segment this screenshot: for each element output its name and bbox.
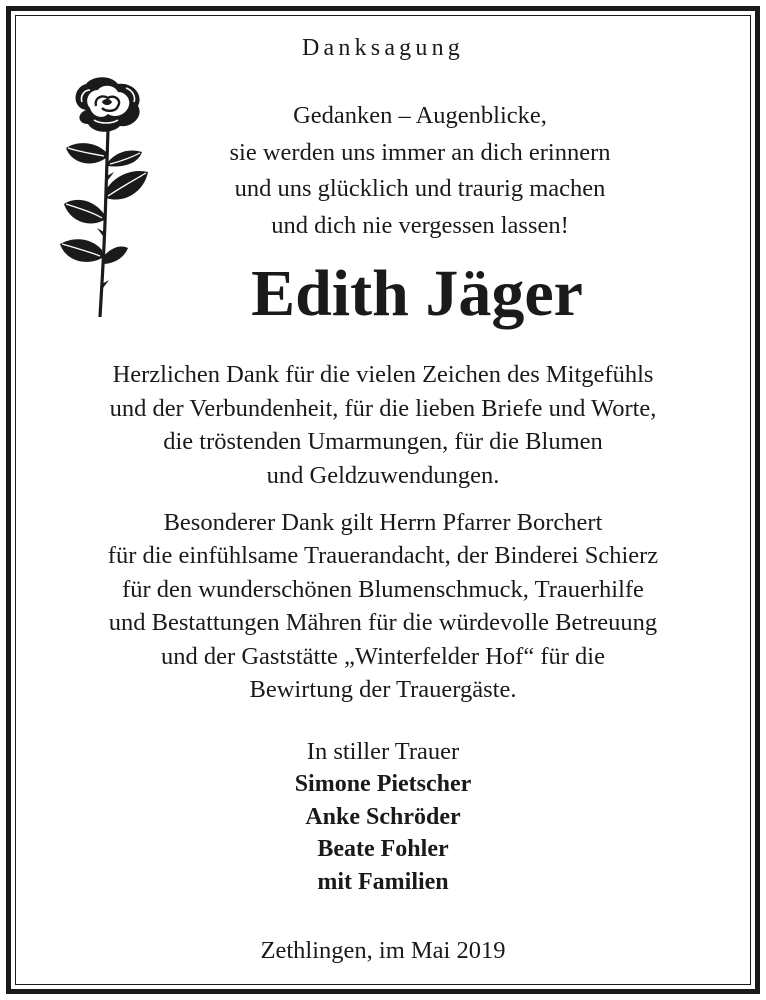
poem-line: und uns glücklich und traurig machen xyxy=(234,175,606,202)
heading-danksagung: Danksagung xyxy=(302,35,464,61)
text-line: die tröstenden Umarmungen, für die Blumen xyxy=(163,428,603,455)
text-line: Bewirtung der Trauergäste. xyxy=(249,676,517,704)
deceased-name: Edith Jäger xyxy=(251,257,583,330)
text-line: und Geldzuwendungen. xyxy=(266,461,500,489)
text-line: für den wunderschönen Blumenschmuck, Trauerhilfe xyxy=(122,575,644,603)
special-thanks-paragraph xyxy=(0,506,766,706)
mourning-phrase: In stiller Trauer xyxy=(306,738,460,765)
text-line: Besonderer Dank gilt Herrn Pfarrer Borchert xyxy=(163,509,603,536)
text-line: und der Verbundenheit, für die lieben Briefe und Worte, xyxy=(109,394,657,422)
signer-name: mit Familien xyxy=(317,868,449,895)
text-line: Herzlichen Dank für die vielen Zeichen des Mitgefühls xyxy=(112,361,654,388)
poem-line: und dich nie vergessen lassen! xyxy=(271,211,569,239)
closing-block xyxy=(0,735,766,898)
signer-name: Anke Schröder xyxy=(305,803,461,830)
place-date: Zethlingen, im Mai 2019 xyxy=(260,937,506,964)
thanks-paragraph xyxy=(0,358,766,492)
text-line: und Bestattungen Mähren für die würdevolle Betreuung xyxy=(108,609,658,637)
signer-name: Beate Fohler xyxy=(317,836,449,862)
poem-line: sie werden uns immer an dich erinnern xyxy=(229,138,611,166)
poem-line: Gedanken – Augenblicke, xyxy=(293,102,547,129)
text-line: für die einfühlsame Trauerandacht, der Binderei Schierz xyxy=(107,542,659,570)
text-line: und der Gaststätte „Winterfelder Hof“ für die xyxy=(161,642,605,670)
poem xyxy=(170,98,670,244)
signer-name: Simone Pietscher xyxy=(294,771,472,797)
